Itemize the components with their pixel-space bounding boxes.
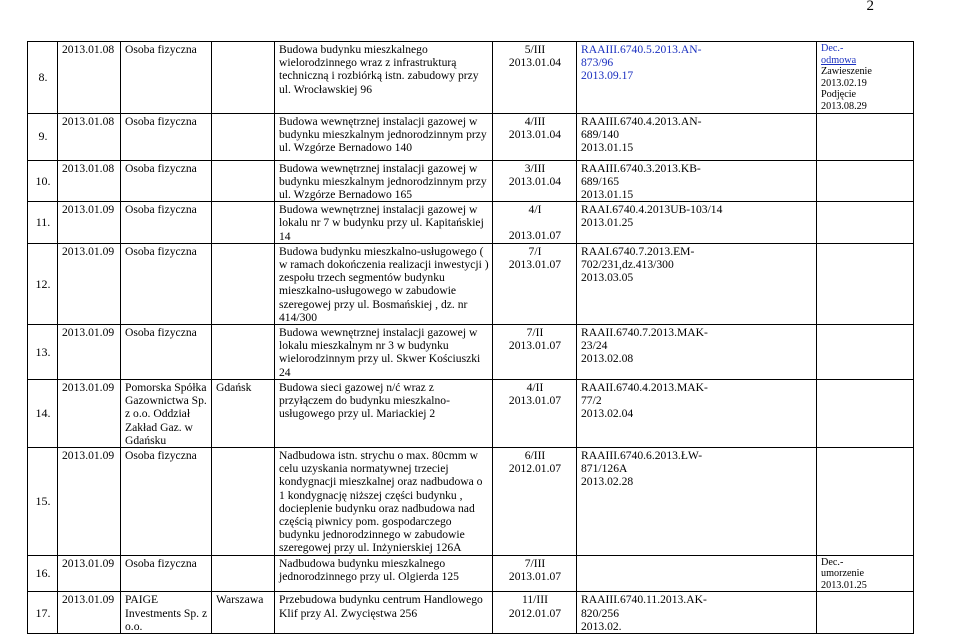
signature-cell	[493, 380, 577, 448]
signature-cell	[493, 448, 577, 556]
page-number: 2	[866, 0, 874, 14]
row-number: 10.	[28, 160, 58, 202]
case-reference-cell	[577, 42, 817, 114]
case-reference-cell	[577, 160, 817, 202]
submission-date: 2013.01.09	[58, 555, 121, 592]
permit-register-table	[27, 41, 914, 634]
row-number: 9.	[28, 113, 58, 160]
investor: Osoba fizyczna	[121, 160, 212, 202]
case-reference-cell	[577, 202, 817, 244]
investor-city	[212, 555, 275, 592]
decision-type: umorzenie	[821, 568, 864, 580]
signature-date: 2013.01.07	[508, 569, 562, 583]
notes-cell	[817, 448, 914, 556]
signature-number: 11/III	[522, 593, 548, 607]
signature-date: 2013.01.07	[508, 257, 562, 271]
investor: Pomorska Spółka Gazownictwa Sp. z o.o. Oddział Zakład Gaz. w Gdańsku	[121, 380, 212, 448]
case-reference-cont: 23/24	[581, 339, 608, 353]
notes-cell	[817, 113, 914, 160]
signature-number: 4/I	[528, 203, 542, 217]
decision-label: Dec.-	[821, 556, 844, 568]
notes-cell	[817, 160, 914, 202]
case-reference-cont: 820/256	[581, 606, 620, 620]
case-reference-cell	[577, 243, 817, 324]
investor: Osoba fizyczna	[121, 555, 212, 592]
investment-description: Budowa wewnętrznej instalacji gazowej w lokalu nr 7 w budynku przy ul. Kapitańskiej 14	[275, 202, 493, 244]
investment-description: Nadbudowa istn. strychu o max. 80cmm w celu uzyskania normatywnej trzeciej kondygnacji mieszkalnej oraz nadbudowa o 1 kondygnację niższej części budynku , docieplenie budynku oraz nadbudowa nad częścią piwnicy pom. gospodarczego budynku jednorodzinnego w zabudowie szeregowej przy ul. Inżynierskiej 126A	[275, 448, 493, 556]
investment-description: Budowa sieci gazowej n/ć wraz z przyłączem do budynku mieszkalno-usługowego przy ul. Mariackiej 2	[275, 380, 493, 448]
case-reference-cell	[577, 113, 817, 160]
table-row	[28, 592, 914, 634]
case-reference-cont: 871/126A	[581, 462, 628, 476]
notes-cell	[817, 325, 914, 380]
submission-date: 2013.01.09	[58, 592, 121, 634]
decision-date: 2013.02.28	[581, 475, 634, 489]
case-reference-cell	[577, 592, 817, 634]
signature-cell	[493, 202, 577, 244]
notes-cell	[817, 592, 914, 634]
signature-number: 6/III	[524, 449, 546, 463]
case-reference: RAAIII.6740.4.2013.AN-	[581, 114, 702, 128]
investor-city	[212, 243, 275, 324]
submission-date: 2013.01.09	[58, 448, 121, 556]
signature-cell	[493, 42, 577, 114]
investor: Osoba fizyczna	[121, 202, 212, 244]
investor-city	[212, 448, 275, 556]
case-reference-cell	[577, 555, 817, 592]
notes-cell	[817, 555, 914, 592]
signature-date: 2013.01.04	[508, 127, 562, 141]
table-row	[28, 380, 914, 448]
investment-description: Przebudowa budynku centrum Handlowego Klif przy Al. Zwycięstwa 256	[275, 592, 493, 634]
signature-number: 5/III	[524, 43, 546, 56]
case-reference-cont: 873/96	[581, 56, 614, 70]
decision-date: 2013.03.05	[581, 271, 634, 285]
signature-date: 2013.01.07	[508, 229, 562, 243]
decision-date: 2013.02.08	[581, 352, 634, 366]
signature-number: 7/I	[528, 244, 542, 258]
signature-date: 2013.01.07	[508, 339, 562, 353]
investor: Osoba fizyczna	[121, 113, 212, 160]
investment-description: Budowa budynku mieszkalno-usługowego ( w ramach dokończenia realizacji inwestycji ) zespołu trzech segmentów budynku mieszkalno-usługowego w zabudowie szeregowej przy ul. Bosmańskiej , dz. nr 414/300	[275, 243, 493, 324]
case-reference: RAAI.6740.4.2013UB-103/14	[581, 203, 723, 217]
signature-cell	[493, 160, 577, 202]
case-reference: RAAII.6740.4.2013.MAK-	[581, 381, 708, 394]
row-number: 15.	[28, 448, 58, 556]
case-reference-cont: 77/2	[581, 394, 602, 408]
decision-date: 2013.01.15	[581, 187, 634, 201]
investor: Osoba fizyczna	[121, 448, 212, 556]
row-number: 14.	[28, 380, 58, 448]
submission-date: 2013.01.09	[58, 243, 121, 324]
case-reference-cont: 702/231,dz.413/300	[581, 257, 674, 271]
notes-cell	[817, 243, 914, 324]
investment-description: Budowa wewnętrznej instalacji gazowej w lokalu mieszkalnym nr 3 w budynku wielorodzinnym przy ul. Skwer Kościuszki 24	[275, 325, 493, 380]
signature-number: 4/II	[526, 381, 544, 394]
table-row	[28, 202, 914, 244]
case-reference: RAAII.6740.7.2013.MAK-	[581, 326, 708, 339]
case-reference: RAAIII.6740.5.2013.AN-	[581, 43, 702, 56]
resumption-label: Podjęcie	[821, 89, 857, 101]
decision-date: 2013.02.04	[581, 407, 634, 421]
submission-date: 2013.01.08	[58, 160, 121, 202]
signature-date: 2013.01.07	[508, 394, 562, 408]
case-reference: RAAIII.6740.3.2013.KB-	[581, 161, 701, 175]
decision-date: 2013.01.15	[581, 140, 634, 154]
case-reference: RAAIII.6740.6.2013.ŁW-	[581, 449, 703, 463]
signature-cell	[493, 592, 577, 634]
row-number: 17.	[28, 592, 58, 634]
investor-city	[212, 325, 275, 380]
signature-date: 2013.01.04	[508, 56, 562, 70]
notes-cell	[817, 380, 914, 448]
submission-date: 2013.01.09	[58, 380, 121, 448]
notes-cell	[817, 42, 914, 114]
submission-date: 2013.01.08	[58, 113, 121, 160]
investment-description: Budowa budynku mieszkalnego wielorodzinnego wraz z infrastrukturą techniczną i rozbiórką istn. zabudowy przy ul. Wrocławskiej 96	[275, 42, 493, 114]
decision-date: 2013.01.25	[821, 579, 867, 591]
decision-date: 2013.02.	[581, 619, 622, 633]
row-number: 11.	[28, 202, 58, 244]
case-reference-cell	[577, 380, 817, 448]
table-row	[28, 113, 914, 160]
suspension-date: 2013.02.19	[821, 77, 867, 89]
table-row	[28, 160, 914, 202]
decision-type: odmowa	[821, 54, 857, 66]
case-reference: RAAIII.6740.11.2013.AK-	[581, 593, 707, 607]
signature-cell	[493, 555, 577, 592]
investor-city	[212, 42, 275, 114]
investment-description: Nadbudowa budynku mieszkalnego jednorodzinnego przy ul. Olgierda 125	[275, 555, 493, 592]
signature-number: 3/III	[524, 161, 546, 175]
row-number: 12.	[28, 243, 58, 324]
case-reference-cont: 689/140	[581, 127, 620, 141]
investor: Osoba fizyczna	[121, 243, 212, 324]
signature-date: 2012.01.07	[508, 462, 562, 476]
decision-date: 2013.09.17	[581, 69, 634, 83]
case-reference-cell	[577, 325, 817, 380]
notes-cell	[817, 202, 914, 244]
signature-date: 2013.01.04	[508, 174, 562, 188]
case-reference-cell	[577, 448, 817, 556]
investment-description: Budowa wewnętrznej instalacji gazowej w budynku mieszkalnym jednorodzinnym przy ul. Wzgórze Bernadowo 140	[275, 113, 493, 160]
table-row	[28, 448, 914, 556]
investment-description: Budowa wewnętrznej instalacji gazowej w budynku mieszkalnym jednorodzinnym przy ul. Wzgórze Bernadowo 165	[275, 160, 493, 202]
decision-label: Dec.-	[821, 43, 844, 54]
signature-cell	[493, 243, 577, 324]
case-reference-cont: 689/165	[581, 174, 620, 188]
investor: Osoba fizyczna	[121, 42, 212, 114]
submission-date: 2013.01.08	[58, 42, 121, 114]
row-number: 8.	[28, 42, 58, 114]
investor: Osoba fizyczna	[121, 325, 212, 380]
signature-number: 7/III	[524, 556, 546, 570]
signature-date: 2012.01.07	[508, 606, 562, 620]
table-row	[28, 243, 914, 324]
suspension-label: Zawieszenie	[821, 66, 872, 78]
resumption-date: 2013.08.29	[821, 100, 867, 112]
decision-date: 2013.01.25	[581, 216, 634, 230]
submission-date: 2013.01.09	[58, 325, 121, 380]
investor-city: Gdańsk	[212, 380, 275, 448]
investor-city	[212, 202, 275, 244]
case-reference: RAAI.6740.7.2013.EM-	[581, 244, 695, 258]
signature-cell	[493, 113, 577, 160]
table-row	[28, 555, 914, 592]
investor-city	[212, 113, 275, 160]
table-row	[28, 325, 914, 380]
investor-city	[212, 160, 275, 202]
row-number: 13.	[28, 325, 58, 380]
signature-cell	[493, 325, 577, 380]
investor-city: Warszawa	[212, 592, 275, 634]
table-row	[28, 42, 914, 114]
row-number: 16.	[28, 555, 58, 592]
investor: PAIGE Investments Sp. z o.o.	[121, 592, 212, 634]
signature-number: 4/III	[524, 114, 546, 128]
signature-number: 7/II	[526, 326, 544, 339]
submission-date: 2013.01.09	[58, 202, 121, 244]
